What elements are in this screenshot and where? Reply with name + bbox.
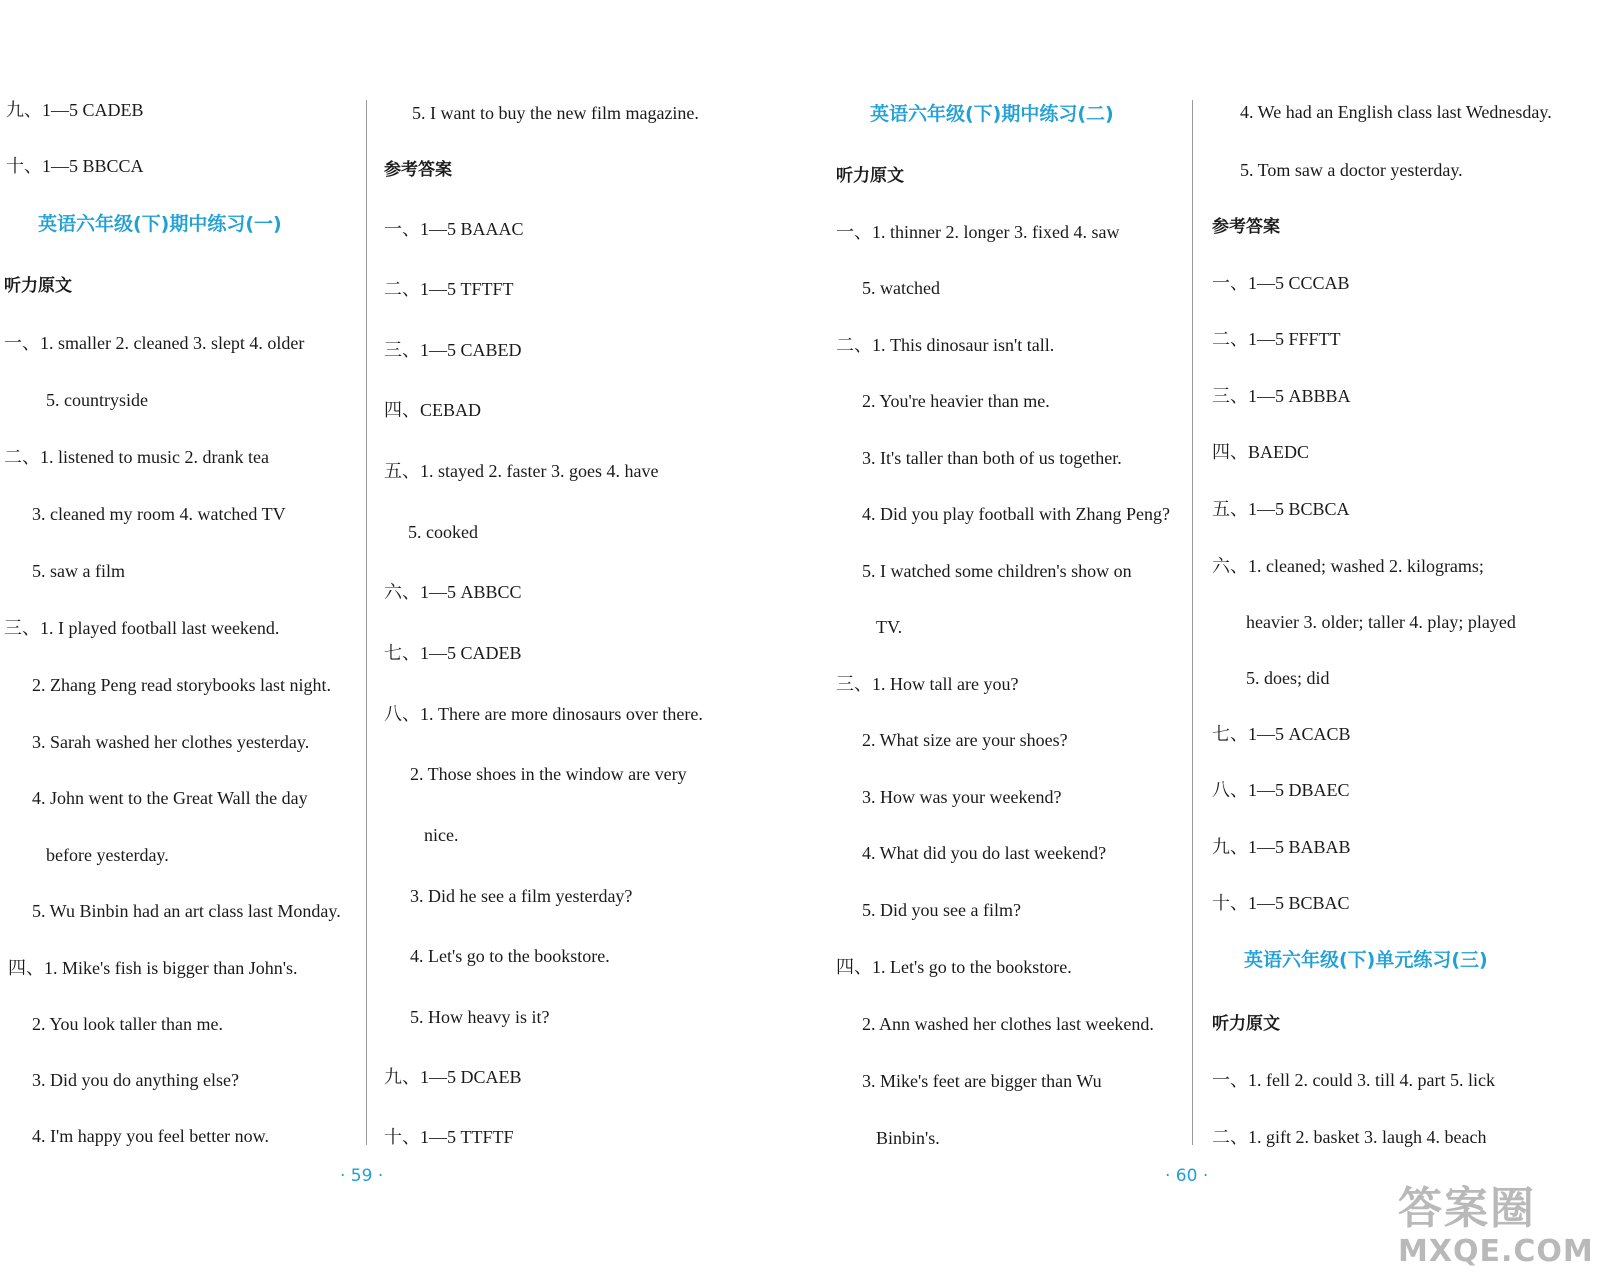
answer-line: 3. Mike's feet are bigger than Wu [862,1071,1102,1091]
answer-line: 5. watched [862,278,940,298]
answer-line: 2. You're heavier than me. [862,391,1050,411]
answer-line: 九、1—5 BABAB [1212,837,1351,857]
answer-line: 3. cleaned my room 4. watched TV [32,504,286,524]
watermark-logo [1392,1170,1592,1280]
answer-line: 八、1—5 DBAEC [1212,780,1350,800]
answer-line: heavier 3. older; taller 4. play; played [1246,612,1516,632]
answer-line: 5. I watched some children's show on [862,561,1132,581]
answer-line: 5. Did you see a film? [862,900,1021,920]
subsection-title: 听力原文 [1212,1014,1280,1034]
answer-line: 四、1. Mike's fish is bigger than John's. [8,958,298,978]
subsection-title: 听力原文 [4,276,72,296]
answer-line: 一、1. thinner 2. longer 3. fixed 4. saw [836,222,1120,242]
answer-line: 5. does; did [1246,668,1330,688]
answer-line: 一、1. fell 2. could 3. till 4. part 5. lick [1212,1070,1495,1090]
answer-line: 十、1—5 BBCCA [6,156,144,176]
answer-line: 3. How was your weekend? [862,787,1062,807]
section-heading: 英语六年级(下)期中练习(二) [870,103,1114,125]
answer-line: 二、1. gift 2. basket 3. laugh 4. beach [1212,1127,1487,1147]
answer-line: 七、1—5 ACACB [1212,724,1351,744]
answer-line: 3. Did you do anything else? [32,1070,239,1090]
answer-line: 四、CEBAD [384,400,482,420]
answer-line: 4. John went to the Great Wall the day [32,788,308,808]
column-divider [1192,100,1193,1145]
answer-line: 二、1. listened to music 2. drank tea [4,447,269,467]
subsection-title: 参考答案 [1212,217,1280,237]
answer-line: 4. Did you play football with Zhang Peng? [862,504,1170,524]
answer-line: 4. We had an English class last Wednesday. [1240,102,1552,122]
page-number-right: · 60 · [1165,1166,1209,1186]
answer-line: before yesterday. [46,845,169,865]
answer-line: 5. How heavy is it? [410,1007,550,1027]
section-heading: 英语六年级(下)单元练习(三) [1244,949,1488,971]
answer-line: 一、1—5 BAAAC [384,219,524,239]
answer-line: 三、1—5 ABBBA [1212,386,1351,406]
answer-line: 五、1. stayed 2. faster 3. goes 4. have [384,461,659,481]
answer-line: 2. You look taller than me. [32,1014,223,1034]
answer-line: 5. Wu Binbin had an art class last Monday. [32,901,341,921]
answer-line: 九、1—5 CADEB [6,100,144,120]
answer-line: Binbin's. [876,1128,940,1148]
answer-line: 2. Zhang Peng read storybooks last night. [32,675,331,695]
answer-line: 3. Sarah washed her clothes yesterday. [32,732,310,752]
answer-line: 5. Tom saw a doctor yesterday. [1240,160,1463,180]
answer-line: 3. It's taller than both of us together. [862,448,1122,468]
section-heading: 英语六年级(下)期中练习(一) [38,213,282,235]
answer-line: 一、1. smaller 2. cleaned 3. slept 4. older [4,333,305,353]
column-divider [366,100,367,1145]
answer-line: 三、1—5 CABED [384,340,522,360]
watermark-title: 答案圈 [1398,1183,1536,1234]
answer-line: 5. cooked [408,522,478,542]
answer-line: 4. Let's go to the bookstore. [410,946,610,966]
answer-line: 五、1—5 BCBCA [1212,499,1350,519]
answer-line: 2. Those shoes in the window are very [410,764,687,784]
answer-line: 八、1. There are more dinosaurs over there. [384,704,703,724]
answer-line: 十、1—5 BCBAC [1212,893,1350,913]
answer-line: 4. I'm happy you feel better now. [32,1126,270,1146]
answer-line: 5. countryside [46,390,148,410]
subsection-title: 听力原文 [836,166,904,186]
answer-line: 六、1. cleaned; washed 2. kilograms; [1212,556,1484,576]
answer-line: 六、1—5 ABBCC [384,582,522,602]
answer-line: 二、1—5 FFFTT [1212,329,1341,349]
answer-line: 5. I want to buy the new film magazine. [412,103,699,123]
subsection-title: 参考答案 [384,160,452,180]
watermark-url: MXQE.COM [1398,1234,1594,1269]
answer-line: 3. Did he see a film yesterday? [410,886,633,906]
answer-line: 四、1. Let's go to the bookstore. [836,957,1072,977]
answer-line: 二、1—5 TFTFT [384,279,514,299]
answer-line: 三、1. How tall are you? [836,674,1019,694]
answer-line: 一、1—5 CCCAB [1212,273,1350,293]
answer-line: 九、1—5 DCAEB [384,1067,522,1087]
answer-line: 2. Ann washed her clothes last weekend. [862,1014,1154,1034]
answer-line: 七、1—5 CADEB [384,643,522,663]
answer-line: 十、1—5 TTFTF [384,1127,514,1147]
answer-line: nice. [424,825,459,845]
page-number-left: · 59 · [340,1166,384,1186]
answer-line: 四、BAEDC [1212,442,1310,462]
answer-line: 2. What size are your shoes? [862,730,1068,750]
answer-line: 5. saw a film [32,561,125,581]
answer-line: TV. [876,617,903,637]
answer-line: 4. What did you do last weekend? [862,843,1107,863]
answer-line: 二、1. This dinosaur isn't tall. [836,335,1055,355]
answer-line: 三、1. I played football last weekend. [4,618,280,638]
